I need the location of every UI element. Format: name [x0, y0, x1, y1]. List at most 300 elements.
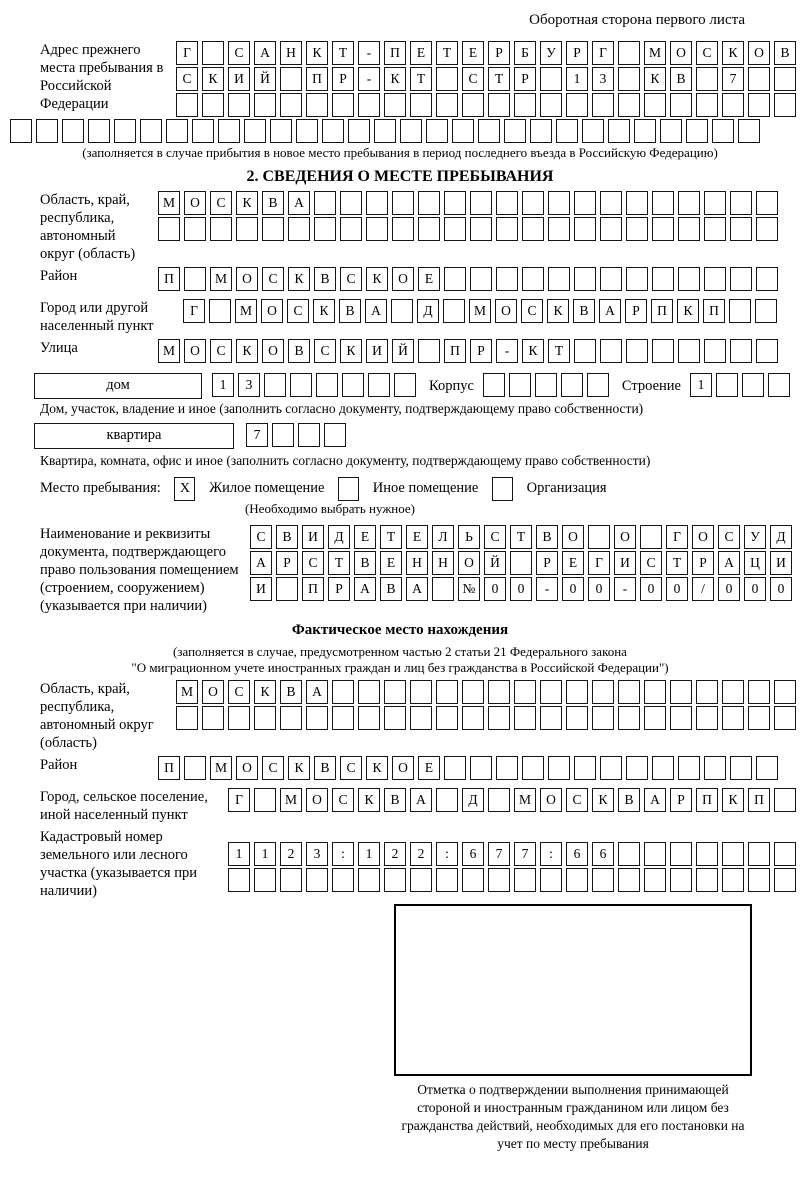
form-cell[interactable]: 7	[722, 67, 744, 91]
form-cell[interactable]: С	[314, 339, 336, 363]
form-cell[interactable]	[88, 119, 110, 143]
form-cell[interactable]	[704, 267, 726, 291]
form-cell[interactable]: Г	[666, 525, 688, 549]
checkbox-residential[interactable]: X	[174, 477, 195, 501]
form-cell[interactable]	[660, 119, 682, 143]
form-cell[interactable]: О	[306, 788, 328, 812]
form-cell[interactable]	[166, 119, 188, 143]
form-cell[interactable]	[306, 868, 328, 892]
form-cell[interactable]: С	[696, 41, 718, 65]
form-cell[interactable]: М	[158, 339, 180, 363]
form-cell[interactable]: :	[436, 842, 458, 866]
form-cell[interactable]: В	[384, 788, 406, 812]
form-cell[interactable]: М	[176, 680, 198, 704]
form-cell[interactable]	[600, 339, 622, 363]
form-cell[interactable]: И	[770, 551, 792, 575]
form-cell[interactable]	[418, 191, 440, 215]
form-cell[interactable]	[768, 373, 790, 397]
form-cell[interactable]	[288, 217, 310, 241]
form-cell[interactable]	[756, 267, 778, 291]
form-cell[interactable]	[652, 191, 674, 215]
form-cell[interactable]	[384, 680, 406, 704]
form-cell[interactable]	[496, 267, 518, 291]
form-cell[interactable]	[696, 67, 718, 91]
form-cell[interactable]: П	[302, 577, 324, 601]
form-cell[interactable]: К	[522, 339, 544, 363]
form-cell[interactable]: О	[236, 756, 258, 780]
form-cell[interactable]	[716, 373, 738, 397]
form-cell[interactable]: В	[280, 680, 302, 704]
form-cell[interactable]	[340, 217, 362, 241]
form-cell[interactable]: Р	[625, 299, 647, 323]
form-cell[interactable]	[478, 119, 500, 143]
form-cell[interactable]	[774, 67, 796, 91]
form-cell[interactable]: 0	[770, 577, 792, 601]
form-cell[interactable]	[722, 706, 744, 730]
form-cell[interactable]: 2	[410, 842, 432, 866]
form-cell[interactable]: И	[250, 577, 272, 601]
form-cell[interactable]	[600, 756, 622, 780]
form-cell[interactable]	[280, 868, 302, 892]
form-cell[interactable]: С	[484, 525, 506, 549]
form-cell[interactable]	[574, 217, 596, 241]
form-cell[interactable]: С	[566, 788, 588, 812]
form-cell[interactable]: С	[332, 788, 354, 812]
form-cell[interactable]: 6	[592, 842, 614, 866]
form-cell[interactable]: Т	[548, 339, 570, 363]
form-cell[interactable]	[470, 267, 492, 291]
form-cell[interactable]	[592, 680, 614, 704]
form-cell[interactable]	[392, 191, 414, 215]
form-cell[interactable]	[566, 868, 588, 892]
form-cell[interactable]	[418, 339, 440, 363]
form-cell[interactable]: Т	[328, 551, 350, 575]
form-cell[interactable]: Р	[670, 788, 692, 812]
form-cell[interactable]	[618, 67, 640, 91]
form-cell[interactable]: О	[670, 41, 692, 65]
form-cell[interactable]	[730, 217, 752, 241]
form-cell[interactable]: 1	[254, 842, 276, 866]
form-cell[interactable]: В	[288, 339, 310, 363]
form-cell[interactable]	[488, 788, 510, 812]
form-cell[interactable]: Л	[432, 525, 454, 549]
form-cell[interactable]	[722, 868, 744, 892]
form-cell[interactable]	[504, 119, 526, 143]
form-cell[interactable]: П	[696, 788, 718, 812]
form-cell[interactable]	[574, 191, 596, 215]
form-cell[interactable]: Н	[280, 41, 302, 65]
form-cell[interactable]	[254, 93, 276, 117]
form-cell[interactable]: 3	[238, 373, 260, 397]
form-cell[interactable]	[436, 868, 458, 892]
form-cell[interactable]: О	[540, 788, 562, 812]
form-cell[interactable]	[722, 680, 744, 704]
form-cell[interactable]	[712, 119, 734, 143]
form-cell[interactable]: В	[380, 577, 402, 601]
form-cell[interactable]	[696, 680, 718, 704]
form-cell[interactable]: В	[774, 41, 796, 65]
form-cell[interactable]: Т	[410, 67, 432, 91]
form-cell[interactable]: К	[366, 267, 388, 291]
form-cell[interactable]	[574, 756, 596, 780]
form-cell[interactable]	[436, 93, 458, 117]
form-cell[interactable]	[522, 191, 544, 215]
form-cell[interactable]: К	[288, 267, 310, 291]
form-cell[interactable]: Р	[488, 41, 510, 65]
form-cell[interactable]: -	[358, 67, 380, 91]
form-cell[interactable]	[626, 217, 648, 241]
form-cell[interactable]	[600, 191, 622, 215]
form-cell[interactable]	[588, 525, 610, 549]
form-cell[interactable]: И	[228, 67, 250, 91]
form-cell[interactable]: П	[444, 339, 466, 363]
form-cell[interactable]: У	[744, 525, 766, 549]
form-cell[interactable]: П	[748, 788, 770, 812]
form-cell[interactable]	[332, 93, 354, 117]
form-cell[interactable]	[634, 119, 656, 143]
form-cell[interactable]: Й	[392, 339, 414, 363]
form-cell[interactable]: О	[392, 267, 414, 291]
form-cell[interactable]: И	[614, 551, 636, 575]
form-cell[interactable]: Т	[488, 67, 510, 91]
form-cell[interactable]: Й	[484, 551, 506, 575]
form-cell[interactable]	[730, 339, 752, 363]
form-cell[interactable]	[192, 119, 214, 143]
form-cell[interactable]: К	[547, 299, 569, 323]
form-cell[interactable]	[514, 680, 536, 704]
form-cell[interactable]	[514, 868, 536, 892]
form-cell[interactable]	[678, 756, 700, 780]
form-cell[interactable]: К	[313, 299, 335, 323]
form-cell[interactable]: О	[202, 680, 224, 704]
form-cell[interactable]	[410, 93, 432, 117]
form-cell[interactable]: М	[644, 41, 666, 65]
form-cell[interactable]: А	[254, 41, 276, 65]
form-cell[interactable]	[270, 119, 292, 143]
form-cell[interactable]: -	[496, 339, 518, 363]
form-cell[interactable]: -	[614, 577, 636, 601]
form-cell[interactable]	[686, 119, 708, 143]
form-cell[interactable]	[462, 680, 484, 704]
form-cell[interactable]	[540, 706, 562, 730]
form-cell[interactable]	[574, 339, 596, 363]
form-cell[interactable]: О	[614, 525, 636, 549]
form-cell[interactable]: Р	[332, 67, 354, 91]
form-cell[interactable]	[618, 680, 640, 704]
form-cell[interactable]	[774, 706, 796, 730]
form-cell[interactable]	[652, 756, 674, 780]
form-cell[interactable]: Е	[418, 756, 440, 780]
form-cell[interactable]	[316, 373, 338, 397]
form-cell[interactable]: Т	[510, 525, 532, 549]
form-cell[interactable]	[574, 267, 596, 291]
form-cell[interactable]: А	[599, 299, 621, 323]
form-cell[interactable]	[358, 868, 380, 892]
form-cell[interactable]: С	[262, 267, 284, 291]
form-cell[interactable]: Е	[462, 41, 484, 65]
form-cell[interactable]: 0	[640, 577, 662, 601]
form-cell[interactable]	[324, 423, 346, 447]
form-cell[interactable]: 2	[280, 842, 302, 866]
form-cell[interactable]	[366, 191, 388, 215]
form-cell[interactable]	[618, 868, 640, 892]
form-cell[interactable]: В	[314, 756, 336, 780]
form-cell[interactable]: 7	[246, 423, 268, 447]
form-cell[interactable]	[314, 191, 336, 215]
form-cell[interactable]	[348, 119, 370, 143]
form-cell[interactable]	[436, 788, 458, 812]
form-cell[interactable]	[184, 267, 206, 291]
form-cell[interactable]	[444, 191, 466, 215]
form-cell[interactable]: Т	[332, 41, 354, 65]
form-cell[interactable]	[670, 706, 692, 730]
form-cell[interactable]: О	[262, 339, 284, 363]
form-cell[interactable]: 0	[718, 577, 740, 601]
form-cell[interactable]	[392, 217, 414, 241]
form-cell[interactable]	[202, 41, 224, 65]
form-cell[interactable]	[548, 756, 570, 780]
form-cell[interactable]	[432, 577, 454, 601]
form-cell[interactable]	[332, 680, 354, 704]
form-cell[interactable]	[332, 868, 354, 892]
form-cell[interactable]	[470, 756, 492, 780]
form-cell[interactable]: В	[262, 191, 284, 215]
form-cell[interactable]: М	[235, 299, 257, 323]
form-cell[interactable]	[394, 373, 416, 397]
form-cell[interactable]	[264, 373, 286, 397]
form-cell[interactable]	[548, 267, 570, 291]
form-cell[interactable]: 1	[212, 373, 234, 397]
form-cell[interactable]	[540, 680, 562, 704]
form-cell[interactable]: О	[458, 551, 480, 575]
form-cell[interactable]: 0	[666, 577, 688, 601]
form-cell[interactable]: С	[262, 756, 284, 780]
form-cell[interactable]: 2	[384, 842, 406, 866]
form-cell[interactable]	[410, 868, 432, 892]
form-cell[interactable]	[209, 299, 231, 323]
form-cell[interactable]: А	[250, 551, 272, 575]
form-cell[interactable]	[652, 339, 674, 363]
form-cell[interactable]: Д	[328, 525, 350, 549]
form-cell[interactable]: М	[280, 788, 302, 812]
form-cell[interactable]	[540, 67, 562, 91]
form-cell[interactable]	[332, 706, 354, 730]
form-cell[interactable]: Р	[328, 577, 350, 601]
form-cell[interactable]: К	[592, 788, 614, 812]
form-cell[interactable]	[704, 756, 726, 780]
form-cell[interactable]: С	[287, 299, 309, 323]
form-cell[interactable]: Г	[183, 299, 205, 323]
form-cell[interactable]	[626, 267, 648, 291]
form-cell[interactable]: №	[458, 577, 480, 601]
form-cell[interactable]	[748, 680, 770, 704]
form-cell[interactable]	[384, 93, 406, 117]
form-cell[interactable]	[587, 373, 609, 397]
form-cell[interactable]	[522, 217, 544, 241]
form-cell[interactable]: Т	[666, 551, 688, 575]
form-cell[interactable]	[488, 680, 510, 704]
form-cell[interactable]	[678, 191, 700, 215]
form-cell[interactable]: 1	[358, 842, 380, 866]
form-cell[interactable]: П	[651, 299, 673, 323]
form-cell[interactable]	[652, 217, 674, 241]
form-cell[interactable]	[729, 299, 751, 323]
form-cell[interactable]: М	[469, 299, 491, 323]
form-cell[interactable]: О	[562, 525, 584, 549]
form-cell[interactable]	[626, 756, 648, 780]
form-cell[interactable]: А	[718, 551, 740, 575]
form-cell[interactable]	[358, 93, 380, 117]
form-cell[interactable]: /	[692, 577, 714, 601]
form-cell[interactable]	[470, 191, 492, 215]
form-cell[interactable]	[522, 756, 544, 780]
form-cell[interactable]	[176, 93, 198, 117]
form-cell[interactable]	[600, 267, 622, 291]
form-cell[interactable]	[228, 706, 250, 730]
form-cell[interactable]: С	[462, 67, 484, 91]
form-cell[interactable]	[384, 868, 406, 892]
form-cell[interactable]	[298, 423, 320, 447]
form-cell[interactable]: 6	[462, 842, 484, 866]
form-cell[interactable]: В	[670, 67, 692, 91]
form-cell[interactable]: О	[261, 299, 283, 323]
form-cell[interactable]: С	[302, 551, 324, 575]
form-cell[interactable]	[262, 217, 284, 241]
form-cell[interactable]	[652, 267, 674, 291]
form-cell[interactable]	[626, 339, 648, 363]
form-cell[interactable]: П	[306, 67, 328, 91]
form-cell[interactable]: У	[540, 41, 562, 65]
form-cell[interactable]	[228, 868, 250, 892]
form-cell[interactable]	[280, 67, 302, 91]
form-cell[interactable]	[640, 525, 662, 549]
form-cell[interactable]	[608, 119, 630, 143]
form-cell[interactable]: Г	[592, 41, 614, 65]
form-cell[interactable]: С	[210, 339, 232, 363]
form-cell[interactable]	[436, 680, 458, 704]
form-cell[interactable]: Й	[254, 67, 276, 91]
form-cell[interactable]	[254, 706, 276, 730]
form-cell[interactable]: К	[722, 41, 744, 65]
form-cell[interactable]	[730, 191, 752, 215]
form-cell[interactable]	[756, 756, 778, 780]
form-cell[interactable]: О	[184, 339, 206, 363]
form-cell[interactable]	[556, 119, 578, 143]
form-cell[interactable]	[374, 119, 396, 143]
form-cell[interactable]	[514, 93, 536, 117]
form-cell[interactable]: 1	[690, 373, 712, 397]
form-cell[interactable]	[280, 706, 302, 730]
form-cell[interactable]: О	[392, 756, 414, 780]
form-cell[interactable]: Е	[380, 551, 402, 575]
form-cell[interactable]	[748, 706, 770, 730]
form-cell[interactable]: Н	[406, 551, 428, 575]
form-cell[interactable]: В	[314, 267, 336, 291]
form-cell[interactable]	[696, 868, 718, 892]
form-cell[interactable]	[582, 119, 604, 143]
form-cell[interactable]: В	[573, 299, 595, 323]
form-cell[interactable]	[36, 119, 58, 143]
checkbox-other-premises[interactable]	[338, 477, 359, 501]
form-cell[interactable]	[626, 191, 648, 215]
form-cell[interactable]	[748, 868, 770, 892]
form-cell[interactable]	[184, 756, 206, 780]
form-cell[interactable]: 0	[744, 577, 766, 601]
form-cell[interactable]	[618, 706, 640, 730]
form-cell[interactable]: Р	[276, 551, 298, 575]
form-cell[interactable]: О	[236, 267, 258, 291]
form-cell[interactable]	[566, 680, 588, 704]
form-cell[interactable]	[644, 842, 666, 866]
form-cell[interactable]: С	[176, 67, 198, 91]
form-cell[interactable]	[644, 706, 666, 730]
form-cell[interactable]	[218, 119, 240, 143]
form-cell[interactable]	[592, 706, 614, 730]
form-cell[interactable]	[418, 217, 440, 241]
form-cell[interactable]	[696, 842, 718, 866]
form-cell[interactable]	[426, 119, 448, 143]
form-cell[interactable]	[755, 299, 777, 323]
form-cell[interactable]: Д	[770, 525, 792, 549]
form-cell[interactable]: Е	[410, 41, 432, 65]
form-cell[interactable]	[704, 339, 726, 363]
form-cell[interactable]: Р	[514, 67, 536, 91]
form-cell[interactable]: 3	[592, 67, 614, 91]
form-cell[interactable]: А	[644, 788, 666, 812]
form-cell[interactable]: А	[288, 191, 310, 215]
form-cell[interactable]: Н	[432, 551, 454, 575]
form-cell[interactable]	[443, 299, 465, 323]
form-cell[interactable]: Г	[588, 551, 610, 575]
form-cell[interactable]	[400, 119, 422, 143]
form-cell[interactable]: А	[410, 788, 432, 812]
form-cell[interactable]	[358, 706, 380, 730]
form-cell[interactable]: Т	[436, 41, 458, 65]
form-cell[interactable]: С	[228, 680, 250, 704]
form-cell[interactable]	[444, 756, 466, 780]
form-cell[interactable]	[391, 299, 413, 323]
form-cell[interactable]: 3	[306, 842, 328, 866]
form-cell[interactable]: К	[644, 67, 666, 91]
form-cell[interactable]: С	[718, 525, 740, 549]
form-cell[interactable]	[462, 868, 484, 892]
form-cell[interactable]: 7	[488, 842, 510, 866]
form-cell[interactable]: С	[340, 267, 362, 291]
form-cell[interactable]	[158, 217, 180, 241]
form-cell[interactable]	[322, 119, 344, 143]
form-cell[interactable]: М	[210, 267, 232, 291]
form-cell[interactable]	[290, 373, 312, 397]
form-cell[interactable]: С	[250, 525, 272, 549]
form-cell[interactable]: К	[288, 756, 310, 780]
form-cell[interactable]	[670, 842, 692, 866]
form-cell[interactable]	[462, 93, 484, 117]
form-cell[interactable]	[730, 267, 752, 291]
form-cell[interactable]	[566, 93, 588, 117]
form-cell[interactable]	[704, 217, 726, 241]
form-cell[interactable]: М	[158, 191, 180, 215]
form-cell[interactable]	[748, 842, 770, 866]
form-cell[interactable]	[280, 93, 302, 117]
form-cell[interactable]: И	[366, 339, 388, 363]
form-cell[interactable]	[756, 217, 778, 241]
form-cell[interactable]	[756, 191, 778, 215]
form-cell[interactable]	[483, 373, 505, 397]
form-cell[interactable]	[670, 868, 692, 892]
form-cell[interactable]	[592, 93, 614, 117]
form-cell[interactable]	[514, 706, 536, 730]
form-cell[interactable]	[678, 217, 700, 241]
